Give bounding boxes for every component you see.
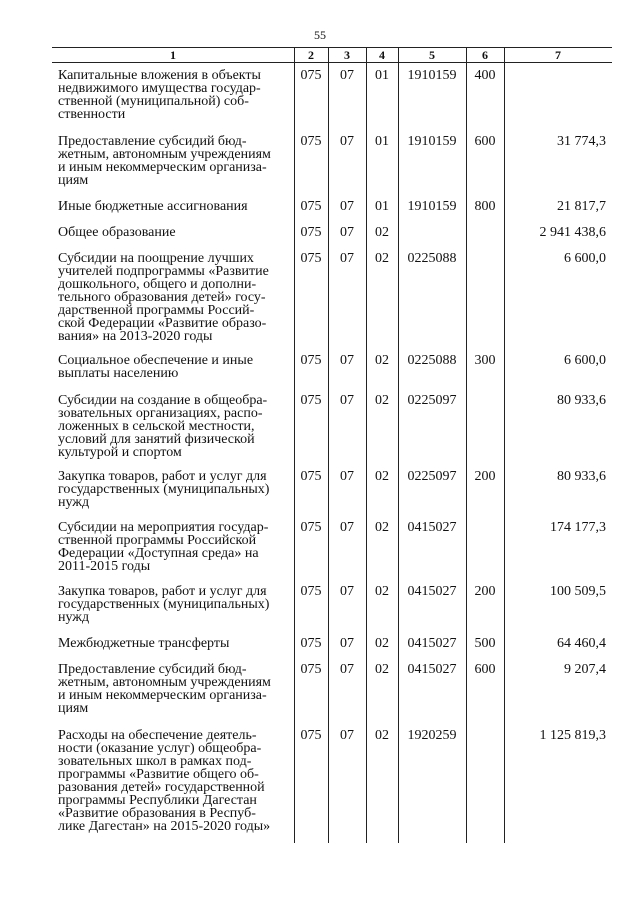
cell-col-5: 0415027 <box>407 584 457 599</box>
column-divider <box>466 47 467 843</box>
cell-col-2: 075 <box>300 728 322 743</box>
cell-col-2: 075 <box>300 251 322 266</box>
cell-col-4: 02 <box>375 636 389 651</box>
cell-col-7: 6 600,0 <box>564 353 606 368</box>
cell-col-4: 02 <box>375 469 389 484</box>
cell-col-4: 01 <box>375 68 389 83</box>
cell-col-6: 600 <box>474 662 496 677</box>
cell-col-4: 02 <box>375 662 389 677</box>
cell-col-5: 0415027 <box>407 662 457 677</box>
page-number: 55 <box>314 28 326 42</box>
cell-col-7: 9 207,4 <box>564 662 606 677</box>
cell-col-5: 1910159 <box>407 199 457 214</box>
cell-col-2: 075 <box>300 134 322 149</box>
header-col-6: 6 <box>482 48 488 62</box>
cell-col-4: 01 <box>375 134 389 149</box>
row-name: Закупка товаров, работ и услуг для государственных (муниципальных) нужд <box>58 469 270 510</box>
cell-col-6: 200 <box>474 469 496 484</box>
row-name: Социальное обеспечение и иные выплаты населению <box>58 353 254 381</box>
cell-col-3: 07 <box>340 134 354 149</box>
cell-col-2: 075 <box>300 199 322 214</box>
cell-col-6: 500 <box>474 636 496 651</box>
cell-col-5: 0415027 <box>407 520 457 535</box>
column-divider <box>328 47 329 843</box>
cell-col-5: 1910159 <box>407 134 457 149</box>
cell-col-2: 075 <box>300 469 322 484</box>
row-name: Закупка товаров, работ и услуг для государственных (муниципальных) нужд <box>58 584 270 625</box>
cell-col-3: 07 <box>340 662 354 677</box>
cell-col-7: 2 941 438,6 <box>539 225 606 240</box>
row-name: Межбюджетные трансферты <box>58 636 230 651</box>
cell-col-4: 02 <box>375 353 389 368</box>
cell-col-7: 6 600,0 <box>564 251 606 266</box>
header-col-1: 1 <box>170 48 176 62</box>
cell-col-3: 07 <box>340 520 354 535</box>
column-divider <box>504 47 505 843</box>
cell-col-7: 80 933,6 <box>557 469 606 484</box>
cell-col-2: 075 <box>300 520 322 535</box>
cell-col-3: 07 <box>340 393 354 408</box>
cell-col-5: 1910159 <box>407 68 457 83</box>
row-name: Субсидии на создание в общеобра- зовательных организациях, распо- ложенных в сельской местности, условий для занятий физической культурой и спортом <box>58 393 268 460</box>
row-name: Предоставление субсидий бюд- жетным, автономным учреждениям и иным некоммерческим организа- циям <box>58 662 271 716</box>
cell-col-5: 0225097 <box>407 393 457 408</box>
cell-col-4: 02 <box>375 251 389 266</box>
cell-col-6: 400 <box>474 68 496 83</box>
cell-col-3: 07 <box>340 199 354 214</box>
cell-col-7: 64 460,4 <box>557 636 606 651</box>
cell-col-4: 01 <box>375 199 389 214</box>
column-divider <box>366 47 367 843</box>
cell-col-3: 07 <box>340 584 354 599</box>
cell-col-5: 0225097 <box>407 469 457 484</box>
row-name: Расходы на обеспечение деятель- ности (оказание услуг) общеобра- зовательных школ в рамках под- программы «Развитие общего об- разования детей» государственной программы Республики Дагестан «Развитие образования в Респуб- лике Дагестан» на 2015-2020 годы» <box>58 728 271 834</box>
cell-col-2: 075 <box>300 584 322 599</box>
cell-col-2: 075 <box>300 225 322 240</box>
cell-col-7: 100 509,5 <box>550 584 606 599</box>
cell-col-7: 21 817,7 <box>557 199 606 214</box>
cell-col-5: 0225088 <box>407 353 457 368</box>
cell-col-4: 02 <box>375 393 389 408</box>
cell-col-4: 02 <box>375 225 389 240</box>
budget-table <box>52 47 612 843</box>
cell-col-3: 07 <box>340 728 354 743</box>
cell-col-7: 1 125 819,3 <box>539 728 606 743</box>
cell-col-3: 07 <box>340 636 354 651</box>
cell-col-3: 07 <box>340 251 354 266</box>
cell-col-5: 1920259 <box>407 728 457 743</box>
cell-col-2: 075 <box>300 636 322 651</box>
row-name: Субсидии на поощрение лучших учителей подпрограммы «Развитие дошкольного, общего и дополни- тельного образования детей» госу- дарственной программы Россий- ской Федерации «Развитие образо- вания» на 2013-2020 годы <box>58 251 269 344</box>
cell-col-7: 174 177,3 <box>550 520 606 535</box>
cell-col-7: 31 774,3 <box>557 134 606 149</box>
row-name: Субсидии на мероприятия государ- ственной программы Российской Федерации «Доступная среда» на 2011-2015 годы <box>58 520 269 574</box>
cell-col-2: 075 <box>300 662 322 677</box>
header-col-3: 3 <box>344 48 350 62</box>
cell-col-7: 80 933,6 <box>557 393 606 408</box>
cell-col-3: 07 <box>340 225 354 240</box>
cell-col-6: 800 <box>474 199 496 214</box>
cell-col-2: 075 <box>300 353 322 368</box>
header-bottom-rule <box>52 62 612 63</box>
cell-col-5: 0415027 <box>407 636 457 651</box>
header-col-2: 2 <box>308 48 314 62</box>
cell-col-6: 200 <box>474 584 496 599</box>
cell-col-5: 0225088 <box>407 251 457 266</box>
header-col-4: 4 <box>379 48 385 62</box>
cell-col-2: 075 <box>300 393 322 408</box>
column-divider <box>294 47 295 843</box>
cell-col-4: 02 <box>375 584 389 599</box>
cell-col-6: 600 <box>474 134 496 149</box>
cell-col-3: 07 <box>340 68 354 83</box>
header-col-5: 5 <box>429 48 435 62</box>
row-name: Капитальные вложения в объекты недвижимого имущества государ- ственной (муниципальной) соб- ственности <box>58 68 261 122</box>
cell-col-2: 075 <box>300 68 322 83</box>
row-name: Иные бюджетные ассигнования <box>58 199 248 214</box>
cell-col-3: 07 <box>340 469 354 484</box>
row-name: Предоставление субсидий бюд- жетным, автономным учреждениям и иным некоммерческим организа- циям <box>58 134 271 188</box>
header-col-7: 7 <box>555 48 561 62</box>
cell-col-4: 02 <box>375 728 389 743</box>
cell-col-3: 07 <box>340 353 354 368</box>
column-divider <box>398 47 399 843</box>
cell-col-6: 300 <box>474 353 496 368</box>
row-name: Общее образование <box>58 225 176 240</box>
cell-col-4: 02 <box>375 520 389 535</box>
